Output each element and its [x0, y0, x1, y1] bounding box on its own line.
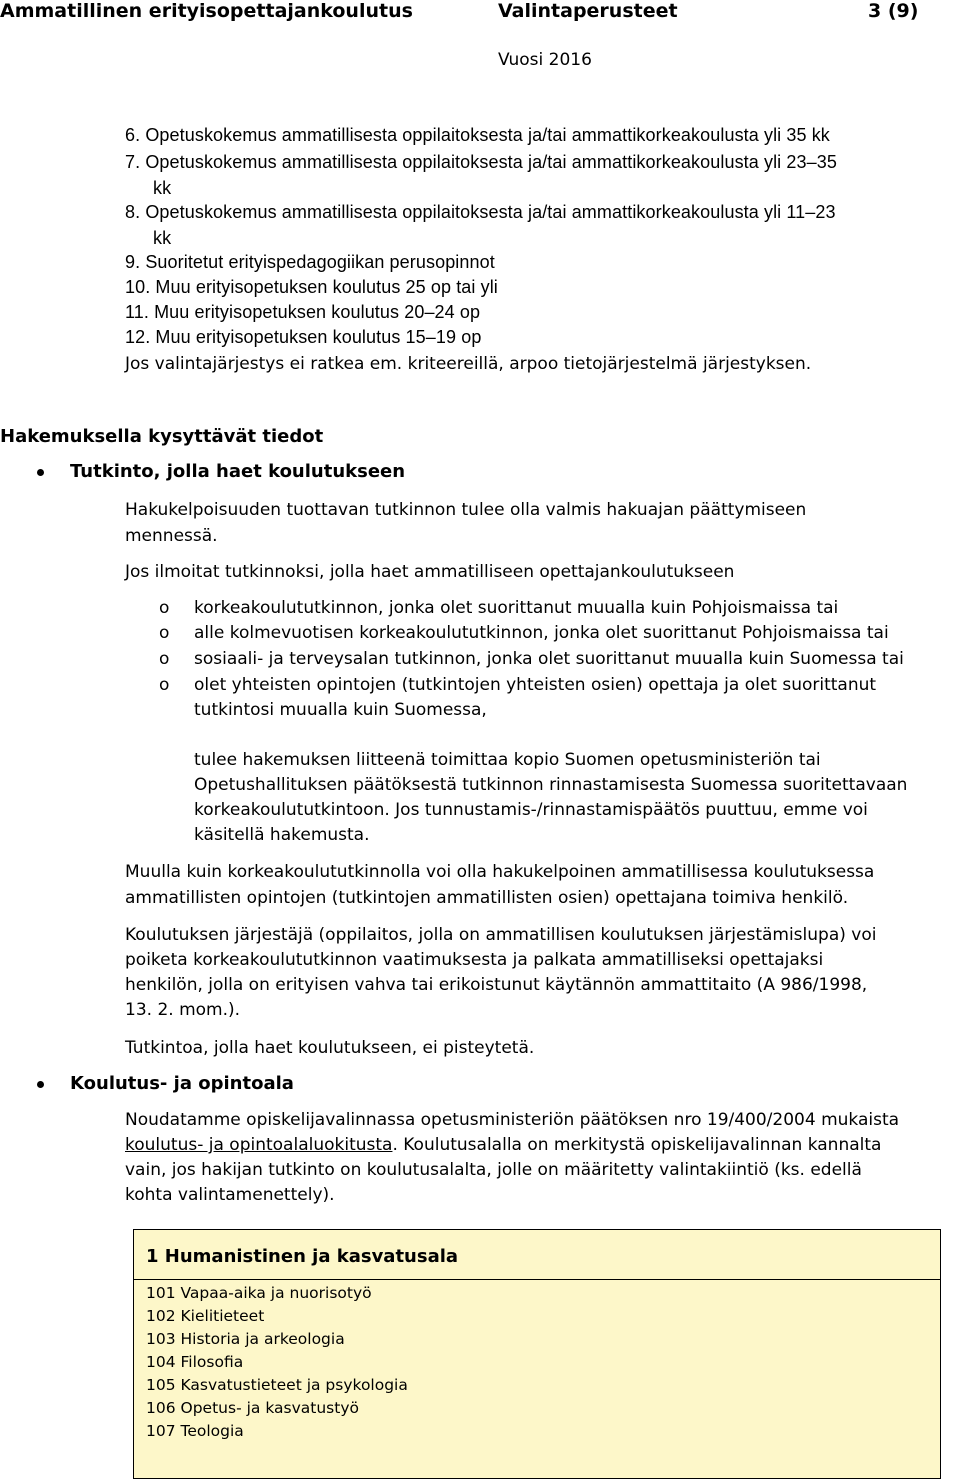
criteria-item: 10. Muu erityisopetuksen koulutus 25 op tai yli — [125, 277, 498, 297]
list-marker: o — [159, 623, 170, 643]
table-row: 103 Historia ja arkeologia — [146, 1330, 345, 1348]
degree-heading: Tutkinto, jolla haet koulutukseen — [70, 461, 406, 482]
section-heading: Hakemuksella kysyttävät tiedot — [0, 426, 324, 447]
table-row: 101 Vapaa-aika ja nuorisotyö — [146, 1284, 372, 1302]
sub-list-item-continued: tutkintosi muualla kuin Suomessa, — [194, 700, 487, 720]
table-row: 106 Opetus- ja kasvatustyö — [146, 1399, 359, 1417]
criteria-item: 6. Opetuskokemus ammatillisesta oppilaitoksesta ja/tai ammattikorkeakoulusta yli 35 kk — [125, 125, 830, 145]
degree-paragraph: Hakukelpoisuuden tuottavan tutkinnon tulee olla valmis hakuajan päättymiseen — [125, 500, 807, 520]
degree-paragraph: poiketa korkeakoulututkinnon vaatimuksesta ja palkata ammatilliseksi opettajaksi — [125, 950, 824, 970]
criteria-item: 11. Muu erityisopetuksen koulutus 20‒24 op — [125, 302, 481, 322]
degree-paragraph: henkilön, jolla on erityisen vahva tai erikoistunut käytännön ammattitaito (A 986/1998, — [125, 975, 868, 995]
attachment-note: käsitellä hakemusta. — [194, 825, 370, 845]
header-document-title: Ammatillinen erityisopettajankoulutus — [0, 0, 413, 22]
list-marker: o — [159, 649, 170, 669]
table-title: 1 Humanistinen ja kasvatusala — [146, 1246, 459, 1267]
field-paragraph-text: . Koulutusalalla on merkitystä opiskelijavalinnan kannalta — [392, 1135, 882, 1155]
list-marker: o — [159, 598, 170, 618]
field-heading: Koulutus- ja opintoala — [70, 1073, 294, 1094]
classification-table — [133, 1229, 941, 1479]
field-paragraph: Noudatamme opiskelijavalinnassa opetusministeriön päätöksen nro 19/400/2004 mukaista — [125, 1110, 900, 1130]
degree-paragraph: 13. 2. mom.). — [125, 1000, 241, 1020]
list-marker: o — [159, 675, 170, 695]
criteria-item: 9. Suoritetut erityispedagogiikan perusopinnot — [125, 252, 495, 272]
bullet-icon — [37, 469, 44, 476]
attachment-note: Opetushallituksen päätöksestä tutkinnon rinnastamisesta Suomessa suoritettavaan — [194, 775, 908, 795]
criteria-tiebreak-note: Jos valintajärjestys ei ratkea em. kriteereillä, arpoo tietojärjestelmä järjestyksen. — [125, 354, 812, 374]
degree-paragraph: Tutkintoa, jolla haet koulutukseen, ei pisteytetä. — [125, 1038, 535, 1058]
criteria-item: 12. Muu erityisopetuksen koulutus 15‒19 op — [125, 327, 482, 347]
table-row: 105 Kasvatustieteet ja psykologia — [146, 1376, 408, 1394]
field-paragraph-line — [125, 1135, 881, 1155]
degree-paragraph: ammatillisten opintojen (tutkintojen ammatillisten osien) opettajana toimiva henkilö. — [125, 888, 849, 908]
field-paragraph: kohta valintamenettely). — [125, 1185, 335, 1205]
criteria-item-continued: kk — [153, 178, 172, 198]
field-paragraph: vain, jos hakijan tutkinto on koulutusalalta, jolle on määritetty valintakiintiö (ks. edellä — [125, 1160, 862, 1180]
attachment-note: korkeakoulututkintoon. Jos tunnustamis-/rinnastamispäätös puuttuu, emme voi — [194, 800, 868, 820]
criteria-item-continued: kk — [153, 228, 172, 248]
criteria-item: 7. Opetuskokemus ammatillisesta oppilaitoksesta ja/tai ammattikorkeakoulusta yli 23‒35 — [125, 152, 837, 172]
attachment-note: tulee hakemuksen liitteenä toimittaa kopio Suomen opetusministeriön tai — [194, 750, 821, 770]
header-page-number: 3 (9) — [868, 0, 919, 22]
sub-list-item: alle kolmevuotisen korkeakoulututkinnon, jonka olet suorittanut Pohjoismaissa tai — [194, 623, 889, 643]
header-year: Vuosi 2016 — [498, 50, 592, 70]
table-row: 107 Teologia — [146, 1422, 244, 1440]
table-row: 104 Filosofia — [146, 1353, 244, 1371]
header-section-title: Valintaperusteet — [498, 0, 678, 22]
degree-paragraph: Muulla kuin korkeakoulututkinnolla voi olla hakukelpoinen ammatillisessa koulutuksessa — [125, 862, 875, 882]
sub-list-item: korkeakoulututkinnon, jonka olet suorittanut muualla kuin Pohjoismaissa tai — [194, 598, 839, 618]
degree-paragraph: Jos ilmoitat tutkinnoksi, jolla haet ammatilliseen opettajankoulutukseen — [125, 562, 735, 582]
degree-paragraph: mennessä. — [125, 526, 218, 546]
degree-paragraph: Koulutuksen järjestäjä (oppilaitos, jolla on ammatillisen koulutuksen järjestämislupa) voi — [125, 925, 877, 945]
criteria-item: 8. Opetuskokemus ammatillisesta oppilaitoksesta ja/tai ammattikorkeakoulusta yli 11‒23 — [125, 202, 836, 222]
sub-list-item: olet yhteisten opintojen (tutkintojen yhteisten osien) opettaja ja olet suorittanut — [194, 675, 877, 695]
sub-list-item: sosiaali- ja terveysalan tutkinnon, jonka olet suorittanut muualla kuin Suomessa tai — [194, 649, 904, 669]
bullet-icon — [37, 1081, 44, 1088]
table-row: 102 Kielitieteet — [146, 1307, 265, 1325]
classification-link[interactable]: koulutus- ja opintoalaluokitusta — [125, 1135, 393, 1155]
table-header — [134, 1230, 940, 1280]
